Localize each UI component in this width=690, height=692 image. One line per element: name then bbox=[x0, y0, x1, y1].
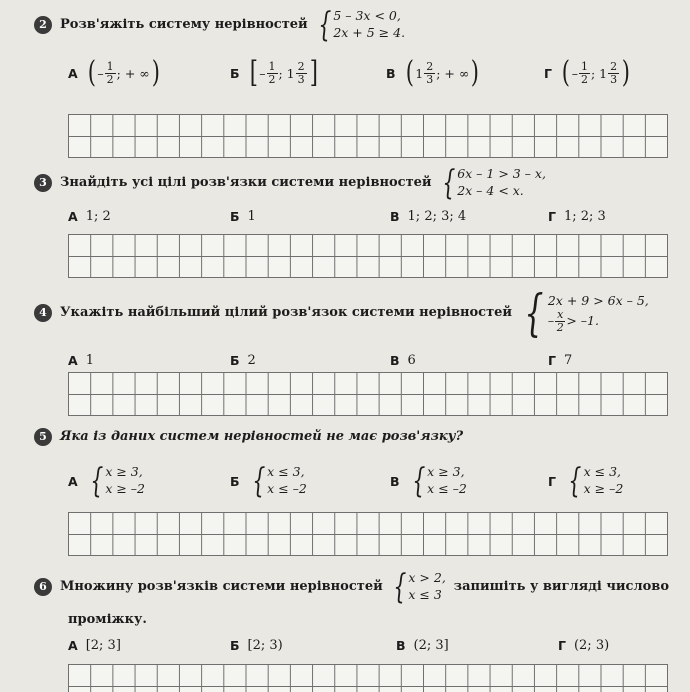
answer-option-d[interactable]: Г 1; 2; 3 bbox=[548, 208, 606, 224]
system-line: x > 2, bbox=[408, 570, 446, 586]
answer-grid[interactable] bbox=[68, 512, 668, 556]
answer-option-d[interactable]: Г ( – $\frac{1}{2}$ ; 1 $\frac{2}{3}$ ) bbox=[544, 55, 631, 90]
answer-options bbox=[34, 204, 682, 228]
system-line: 6x – 1 > 3 – x, bbox=[457, 166, 546, 182]
answer-option-c[interactable]: В 6 bbox=[390, 352, 416, 368]
inequality-system: { x > 2, x ≤ 3 bbox=[393, 567, 446, 607]
question-number: 4 bbox=[34, 304, 52, 322]
answer-options bbox=[34, 348, 682, 372]
system-line: 2x + 9 > 6x – 5, bbox=[547, 292, 649, 308]
system-line: x ≤ 3 bbox=[408, 587, 442, 602]
answer-options bbox=[34, 456, 682, 506]
question-number: 6 bbox=[34, 578, 52, 596]
question-4 bbox=[34, 284, 682, 342]
system-line: – $\frac{x}{2}$ > –1. bbox=[547, 308, 599, 334]
question-text-after: запишіть у вигляді числово bbox=[453, 578, 669, 594]
answer-option-c[interactable]: В ( 1 $\frac{2}{3}$ ; + ∞ ) bbox=[386, 55, 480, 90]
answer-option-a[interactable]: А [2; 3] bbox=[68, 637, 121, 653]
answer-option-c[interactable]: В { x ≥ 3, x ≤ –2 bbox=[390, 461, 467, 501]
question-text: Множину розв'язків системи нерівностей bbox=[60, 578, 383, 594]
system-line: 2x – 4 < x. bbox=[457, 183, 524, 198]
question-text: Яка із даних систем нерівностей не має розв'язку? bbox=[60, 428, 464, 444]
answer-option-b[interactable]: Б 2 bbox=[230, 352, 256, 368]
question-text: Розв'яжіть систему нерівностей bbox=[60, 16, 308, 32]
inequality-system: { 6x – 1 > 3 – x, 2x – 4 < x. bbox=[441, 163, 546, 203]
answer-option-b[interactable]: Б [ – $\frac{1}{2}$ ; 1 $\frac{2}{3}$ ] bbox=[230, 55, 318, 90]
question-text: Укажіть найбільший цілий розв'язок системи нерівностей bbox=[60, 304, 513, 320]
answer-grid[interactable] bbox=[68, 372, 668, 416]
question-3 bbox=[34, 163, 682, 203]
system-line: 2x + 5 ≥ 4. bbox=[333, 25, 406, 40]
answer-option-d[interactable]: Г 7 bbox=[548, 352, 573, 368]
system-line: 5 – 3x < 0, bbox=[333, 8, 401, 24]
inequality-system: { 5 – 3x < 0, 2x + 5 ≥ 4. bbox=[318, 5, 406, 45]
question-number: 2 bbox=[34, 16, 52, 34]
answer-options bbox=[34, 632, 682, 658]
answer-option-d[interactable]: Г (2; 3) bbox=[558, 637, 610, 653]
answer-option-c[interactable]: В 1; 2; 3; 4 bbox=[390, 208, 467, 224]
question-2 bbox=[34, 5, 682, 90]
question-5 bbox=[34, 428, 682, 446]
inequality-system: { 2x + 9 > 6x – 5, – $\frac{x}{2}$ > –1. bbox=[524, 284, 649, 342]
answer-options bbox=[34, 56, 682, 90]
answer-option-c[interactable]: В (2; 3] bbox=[396, 637, 449, 653]
question-text: Знайдіть усі цілі розв'язки системи нерівностей bbox=[60, 174, 432, 190]
question-text-continuation: проміжку. bbox=[68, 612, 147, 627]
answer-grid[interactable] bbox=[68, 234, 668, 278]
answer-option-a[interactable]: А ( – $\frac{1}{2}$ ; + ∞ ) bbox=[68, 55, 160, 90]
question-number: 3 bbox=[34, 174, 52, 192]
answer-option-b[interactable]: Б { x ≤ 3, x ≤ –2 bbox=[230, 461, 307, 501]
answer-option-b[interactable]: Б 1 bbox=[230, 208, 256, 224]
answer-option-d[interactable]: Г { x ≤ 3, x ≥ –2 bbox=[548, 461, 624, 501]
answer-option-b[interactable]: Б [2; 3) bbox=[230, 637, 283, 653]
answer-option-a[interactable]: А { x ≥ 3, x ≥ –2 bbox=[68, 461, 146, 501]
answer-option-a[interactable]: А 1; 2 bbox=[68, 208, 111, 224]
question-number: 5 bbox=[34, 428, 52, 446]
answer-grid[interactable] bbox=[68, 114, 668, 158]
answer-grid[interactable] bbox=[68, 664, 668, 692]
question-6 bbox=[34, 567, 682, 607]
answer-option-a[interactable]: А 1 bbox=[68, 352, 94, 368]
